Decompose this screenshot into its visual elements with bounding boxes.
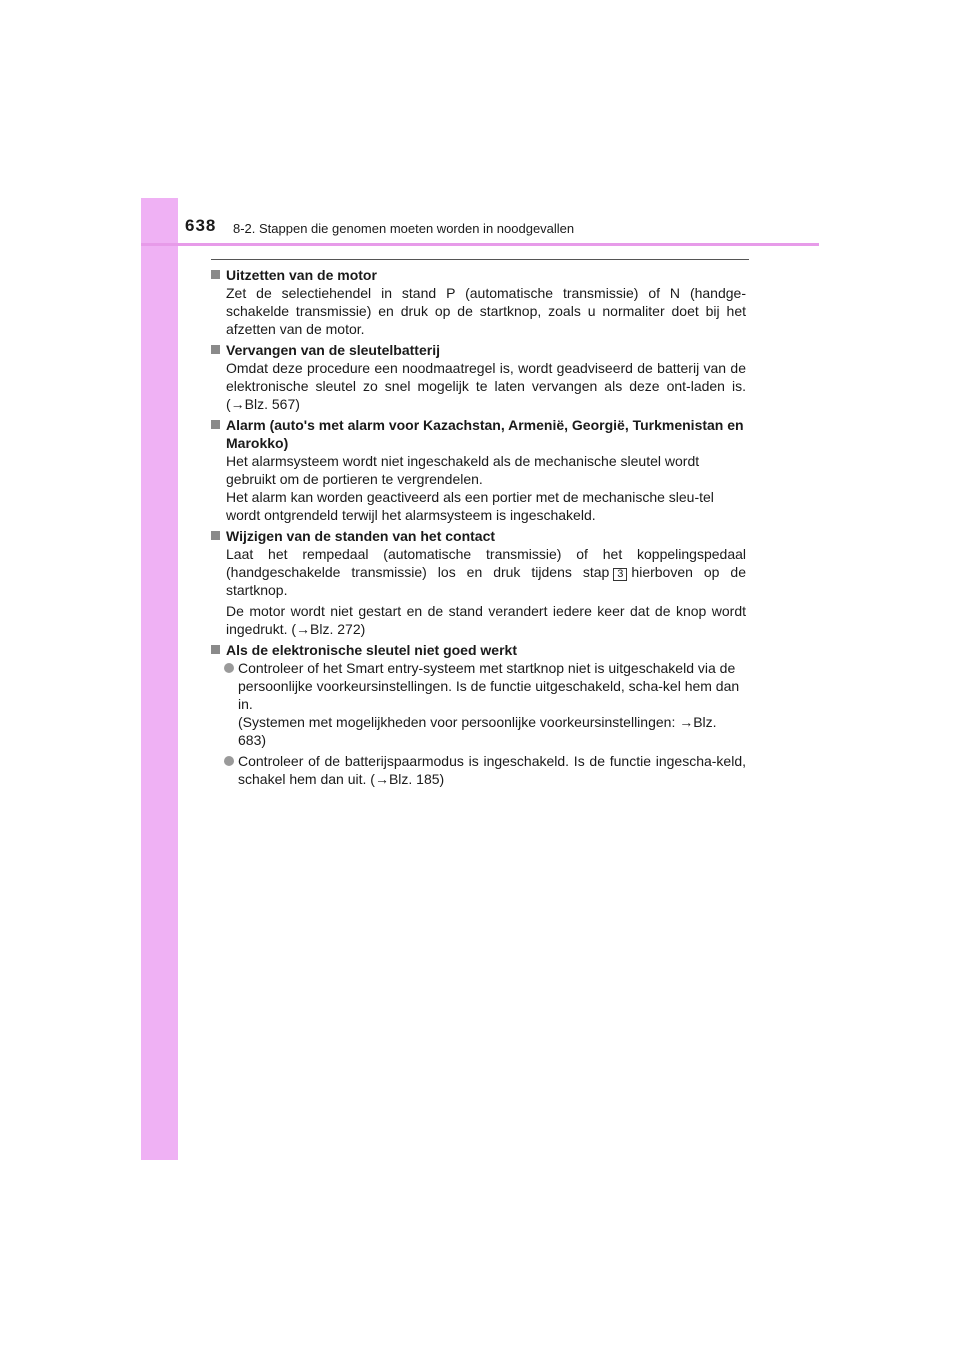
page-number: 638: [185, 216, 217, 235]
section-title: Vervangen van de sleutelbatterij: [211, 341, 746, 359]
section-title: Alarm (auto's met alarm voor Kazachstan, Armenië, Georgië, Turkmenistan en Marokko): [211, 416, 746, 452]
paragraph: De motor wordt niet gestart en de stand verandert iedere keer dat de knop wordt ingedrukt. (→Blz. 272): [226, 603, 746, 637]
square-bullet-icon: [211, 531, 220, 540]
paragraph: Zet de selectiehendel in stand P (automatische transmissie) of N (handge-schakelde transmissie) en druk op de startknop, zoals u normaliter doet bij het afzetten van de motor.: [226, 285, 746, 337]
chapter-title: 8-2. Stappen die genomen moeten worden in noodgevallen: [233, 221, 575, 236]
paragraph: Het alarmsysteem wordt niet ingeschakeld als de mechanische sleutel wordt gebruikt om de portieren te vergrendelen. Het alarm kan worden geactiveerd als een portier met de mechanische sleu-tel wordt ontgrendeld terwijl het alarmsysteem is ingeschakeld.: [226, 453, 714, 523]
step-number-box: 3: [613, 568, 627, 581]
square-bullet-icon: [211, 420, 220, 429]
page-content: [211, 266, 746, 791]
section-key-malfunction: [211, 641, 746, 788]
chapter-side-tab: [141, 198, 178, 1160]
section-engine-off: [211, 266, 746, 338]
section-title: Wijzigen van de standen van het contact: [211, 527, 746, 545]
list-item: Controleer of het Smart entry-systeem met startknop niet is uitgeschakeld via de persoonlijke voorkeursinstellingen. Is de functie uitgeschakeld, scha-kel hem dan in. (Systemen met mogelijkheden voor persoonlijke voorkeursinstellingen: →Blz. 683): [211, 659, 746, 749]
list-item: Controleer of de batterijspaarmodus is ingeschakeld. Is de functie ingescha-keld, schakel hem dan uit. (→Blz. 185): [211, 752, 746, 788]
header-rule: [141, 243, 819, 246]
section-ignition-modes: [211, 527, 746, 638]
circle-bullet-icon: [224, 663, 234, 673]
paragraph: Laat het rempedaal (automatische transmissie) of het koppelingspedaal (handgeschakelde transmissie) los en druk tijdens stap 3 hierboven op de startknop.: [226, 546, 746, 598]
section-key-battery: [211, 341, 746, 413]
square-bullet-icon: [211, 645, 220, 654]
square-bullet-icon: [211, 270, 220, 279]
section-title: Uitzetten van de motor: [211, 266, 746, 284]
circle-bullet-icon: [224, 756, 234, 766]
section-alarm: [211, 416, 746, 524]
paragraph: Omdat deze procedure een noodmaatregel is, wordt geadviseerd de batterij van de elektronische sleutel zo snel mogelijk te laten vervangen als deze ont-laden is. (→Blz. 567): [226, 360, 746, 412]
content-top-rule: [211, 259, 749, 260]
section-title: Als de elektronische sleutel niet goed werkt: [211, 641, 746, 659]
square-bullet-icon: [211, 345, 220, 354]
